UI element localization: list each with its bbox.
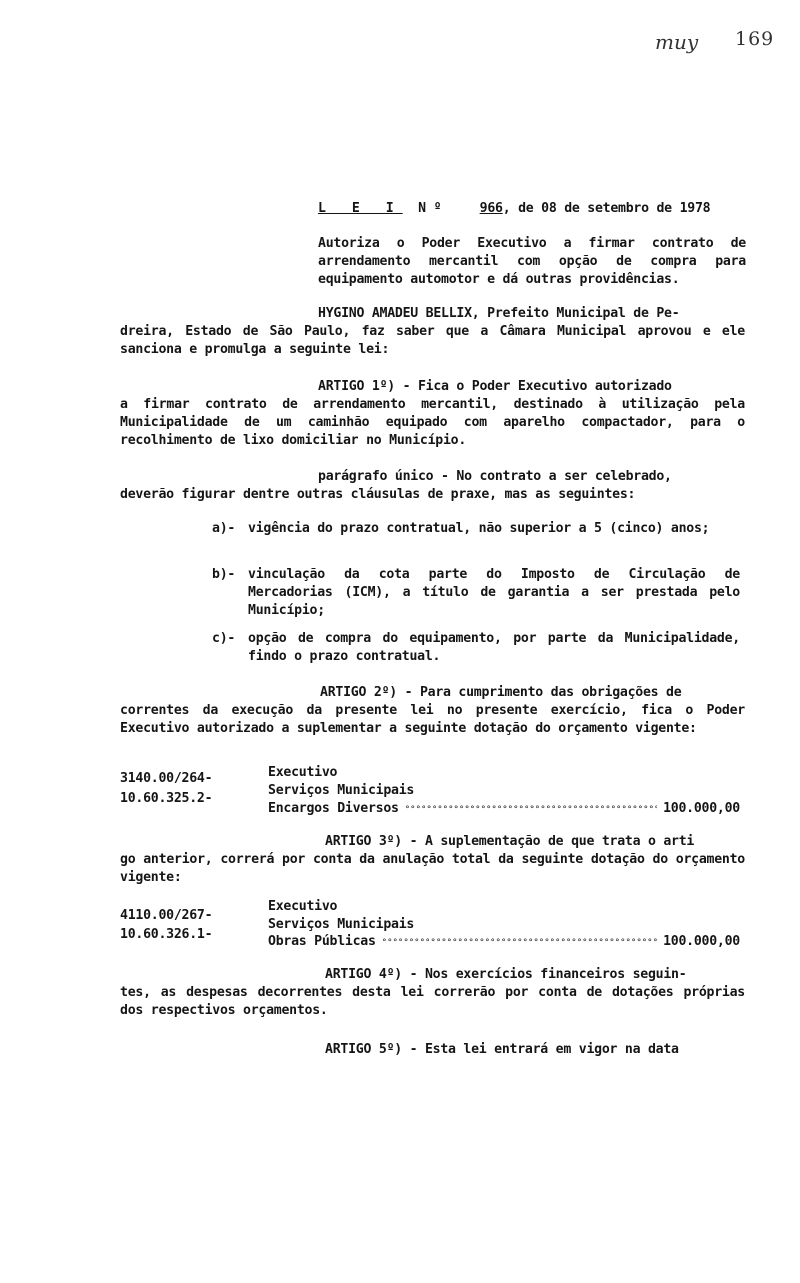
dotacao-1-code-2: 10.60.325.2- <box>120 791 213 806</box>
law-number-label: N º <box>418 201 442 216</box>
item-b-label: b)- <box>212 567 236 582</box>
dotacao-1-line-3-label: Encargos Diversos <box>268 801 399 816</box>
article-3-text: go anterior, correrá por conta da anulação total da seguinte dotação do orçamento vigente: <box>120 852 745 885</box>
article-1-text: a firmar contrato de arrendamento mercantil, destinado à utilização pela Municipalidade de um caminhão equipado com aparelho compactador, para o recolhimento de lixo domiciliar no Município. <box>120 397 745 448</box>
dotacao-2-amount: 100.000,00 <box>663 934 740 949</box>
item-b-text: vinculação da cota parte do Imposto de Circulação de Mercadorias (ICM), a título de garantia a ser prestada pelo Município; <box>248 567 740 618</box>
law-header <box>318 200 710 218</box>
dotacao-1-line-3 <box>268 800 740 819</box>
dotacao-1-line-1: Executivo <box>268 765 338 780</box>
dotacao-1-amount: 100.000,00 <box>663 801 740 816</box>
item-a <box>212 520 740 538</box>
dotacao-1-line-2: Serviços Municipais <box>268 783 415 798</box>
paragraph-text: deverão figurar dentre outras cláusulas de praxe, mas as seguintes: <box>120 487 636 502</box>
dotacao-1-code-1: 3140.00/264- <box>120 771 213 786</box>
article-3 <box>120 833 745 887</box>
ementa: Autoriza o Poder Executivo a firmar contrato de arrendamento mercantil com opção de compra para equipamento automotor e dá outras providências. <box>318 236 746 287</box>
article-2-lead: ARTIGO 2º) - Para cumprimento das obrigações de <box>320 685 682 700</box>
paragraph-lead: parágrafo único - No contrato a ser celebrado, <box>318 469 672 484</box>
item-c <box>212 630 740 666</box>
article-4-text: tes, as despesas decorrentes desta lei correrão por conta de dotações próprias dos respectivos orçamentos. <box>120 985 745 1018</box>
item-c-label: c)- <box>212 631 236 646</box>
law-date: , de 08 de setembro de 1978 <box>502 201 711 216</box>
article-5-lead: ARTIGO 5º) - Esta lei entrará em vigor na data <box>325 1042 679 1057</box>
page-number: 169 <box>735 28 775 50</box>
preamble <box>120 305 745 359</box>
article-1-lead: ARTIGO 1º) - Fica o Poder Executivo autorizado <box>318 379 672 394</box>
dotacao-2-line-1: Executivo <box>268 899 338 914</box>
dotacao-2-code-1: 4110.00/267- <box>120 908 213 923</box>
paragraph-single <box>120 468 745 504</box>
article-2 <box>120 684 745 738</box>
dotacao-2-leader-dots <box>382 933 657 952</box>
article-3-lead: ARTIGO 3º) - A suplementação de que trata o arti <box>325 834 695 849</box>
item-a-text: vigência do prazo contratual, não superior a 5 (cinco) anos; <box>248 521 710 536</box>
article-4-lead: ARTIGO 4º) - Nos exercícios financeiros seguin- <box>325 967 687 982</box>
law-number: 966 <box>479 201 503 216</box>
dotacao-2-line-3 <box>268 933 740 952</box>
article-1 <box>120 378 745 450</box>
dotacao-2-code-2: 10.60.326.1- <box>120 927 213 942</box>
handwritten-initials: muy <box>655 30 699 54</box>
preamble-lead: HYGINO AMADEU BELLIX, Prefeito Municipal de Pe- <box>318 306 680 321</box>
item-c-text: opção de compra do equipamento, por parte da Municipalidade, findo o prazo contratual. <box>248 631 740 664</box>
dotacao-2-line-2: Serviços Municipais <box>268 917 415 932</box>
law-word: L E I <box>318 201 403 216</box>
item-b <box>212 566 740 620</box>
dotacao-1-leader-dots <box>405 800 657 819</box>
preamble-text: dreira, Estado de São Paulo, faz saber que a Câmara Municipal aprovou e ele sanciona e promulga a seguinte lei: <box>120 324 745 357</box>
article-2-text: correntes da execução da presente lei no presente exercício, fica o Poder Executivo autorizado a suplementar a seguinte dotação do orçamento vigente: <box>120 703 745 736</box>
dotacao-2-line-3-label: Obras Públicas <box>268 934 376 949</box>
item-a-label: a)- <box>212 521 236 536</box>
article-4 <box>120 966 745 1020</box>
